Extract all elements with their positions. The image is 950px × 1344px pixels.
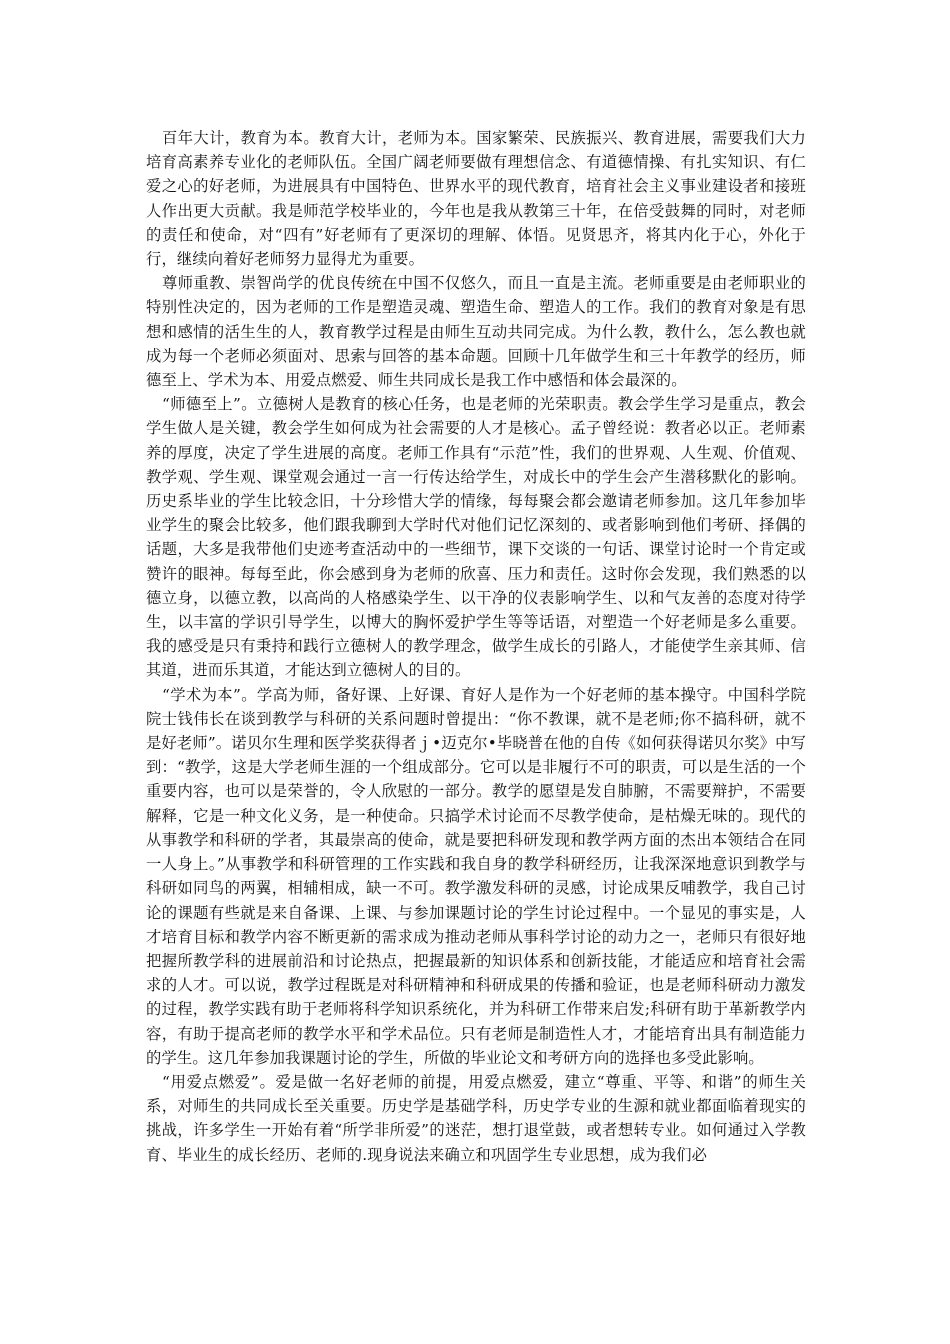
paragraph-5: “用爱点燃爱”。爱是做一名好老师的前提，用爱点燃爱，建立“尊重、平等、和谐”的师生关系，对师生的共同成长至关重要。历史学是基础学科，历史学专业的生源和就业都面临着现实的挑战，许多学生一开始有着“所学非所爱”的迷茫，想打退堂鼓，或者想转专业。如何通过入学教育、毕业生的成长经历、老师的.现身说法来确立和巩固学生专业思想，成为我们必 <box>146 1072 806 1164</box>
paragraph-2: 尊师重教、崇智尚学的优良传统在中国不仅悠久，而且一直是主流。老师重要是由老师职业的特别性决定的，因为老师的工作是塑造灵魂、塑造生命、塑造人的工作。我们的教育对象是有思想和感情的活生生的人，教育教学过程是由师生互动共同完成。为什么教，教什么，怎么教也就成为每一个老师必须面对、思索与回答的基本命题。回顾十几年做学生和三十年教学的经历，师德至上、学术为本、用爱点燃爱、师生共同成长是我工作中感悟和体会最深的。 <box>146 274 806 390</box>
paragraph-4: “学术为本”。学高为师，备好课、上好课、育好人是作为一个好老师的基本操守。中国科学院院士钱伟长在谈到教学与科研的关系问题时曾提出：“你不教课，就不是老师;你不搞科研，就不是好老师”。诺贝尔生理和医学奖获得者ｊ•迈克尔•毕晓普在他的自传《如何获得诺贝尔奖》中写到：“教学，这是大学老师生涯的一个组成部分。它可以是非履行不可的职责，可以是生活的一个重要内容，也可以是荣誉的，令人欣慰的一部分。教学的愿望是发自肺腑，不需要辩护，不需要解释，它是一种文化义务，是一种使命。只搞学术讨论而不尽教学使命，是枯燥无味的。现代的从事教学和科研的学者，其最崇高的使命，就是要把科研发现和教学两方面的杰出本领结合在同一人身上。”从事教学和科研管理的工作实践和我自身的教学科研经历，让我深深地意识到教学与科研如同鸟的两翼，相辅相成，缺一不可。教学激发科研的灵感，讨论成果反哺教学，我自己讨论的课题有些就是来自备课、上课、与参加课题讨论的学生讨论过程中。一个显见的事实是，人才培育目标和教学内容不断更新的需求成为推动老师从事科学讨论的动力之一，老师只有很好地把握所教学科的进展前沿和讨论热点，把握最新的知识体系和创新技能，才能适应和培育社会需求的人才。可以说，教学过程既是对科研精神和科研成果的传播和验证，也是老师科研动力激发的过程，教学实践有助于老师将科学知识系统化，并为科研工作带来启发;科研有助于革新教学内容，有助于提高老师的教学水平和学术品位。只有老师是制造性人才，才能培育出具有制造能力的学生。这几年参加我课题讨论的学生，所做的毕业论文和考研方向的选择也多受此影响。 <box>146 685 806 1067</box>
paragraph-3: “师德至上”。立德树人是教育的核心任务，也是老师的光荣职责。教会学生学习是重点，教会学生做人是关键，教会学生如何成为社会需要的人才是核心。孟子曾经说：教者必以正。老师素养的厚度，决定了学生进展的高度。老师工作具有“示范”性，我们的世界观、人生观、价值观、教学观、学生观、课堂观会通过一言一行传达给学生，对成长中的学生会产生潜移默化的影响。历史系毕业的学生比较念旧，十分珍惜大学的情缘，每每聚会都会邀请老师参加。这几年参加毕业学生的聚会比较多，他们跟我聊到大学时代对他们记忆深刻的、或者影响到他们考研、择偶的话题，大多是我带他们史迹考查活动中的一些细节，课下交谈的一句话、课堂讨论时一个肯定或赞许的眼神。每每至此，你会感到身为老师的欣喜、压力和责任。这时你会发现，我们熟悉的以德立身，以德立教，以高尚的人格感染学生、以干净的仪表影响学生、以和气友善的态度对待学生，以丰富的学识引导学生，以博大的胸怀爱护学生等等话语，对塑造一个好老师是多么重要。我的感受是只有秉持和践行立德树人的教学理念，做学生成长的引路人，才能使学生亲其师、信其道，进而乐其道，才能达到立德树人的目的。 <box>146 395 806 680</box>
paragraph-1: 百年大计，教育为本。教育大计，老师为本。国家繁荣、民族振兴、教育进展，需要我们大力培育高素养专业化的老师队伍。全国广阔老师要做有理想信念、有道德情操、有扎实知识、有仁爱之心的好老师，为进展具有中国特色、世界水平的现代教育，培育社会主义事业建设者和接班人作出更大贡献。我是师范学校毕业的，今年也是我从教第三十年，在倍受鼓舞的同时，对老师的责任和使命，对“四有”好老师有了更深切的理解、体悟。见贤思齐，将其内化于心，外化于行，继续向着好老师努力显得尤为重要。 <box>146 129 806 269</box>
article-body <box>146 126 806 1167</box>
